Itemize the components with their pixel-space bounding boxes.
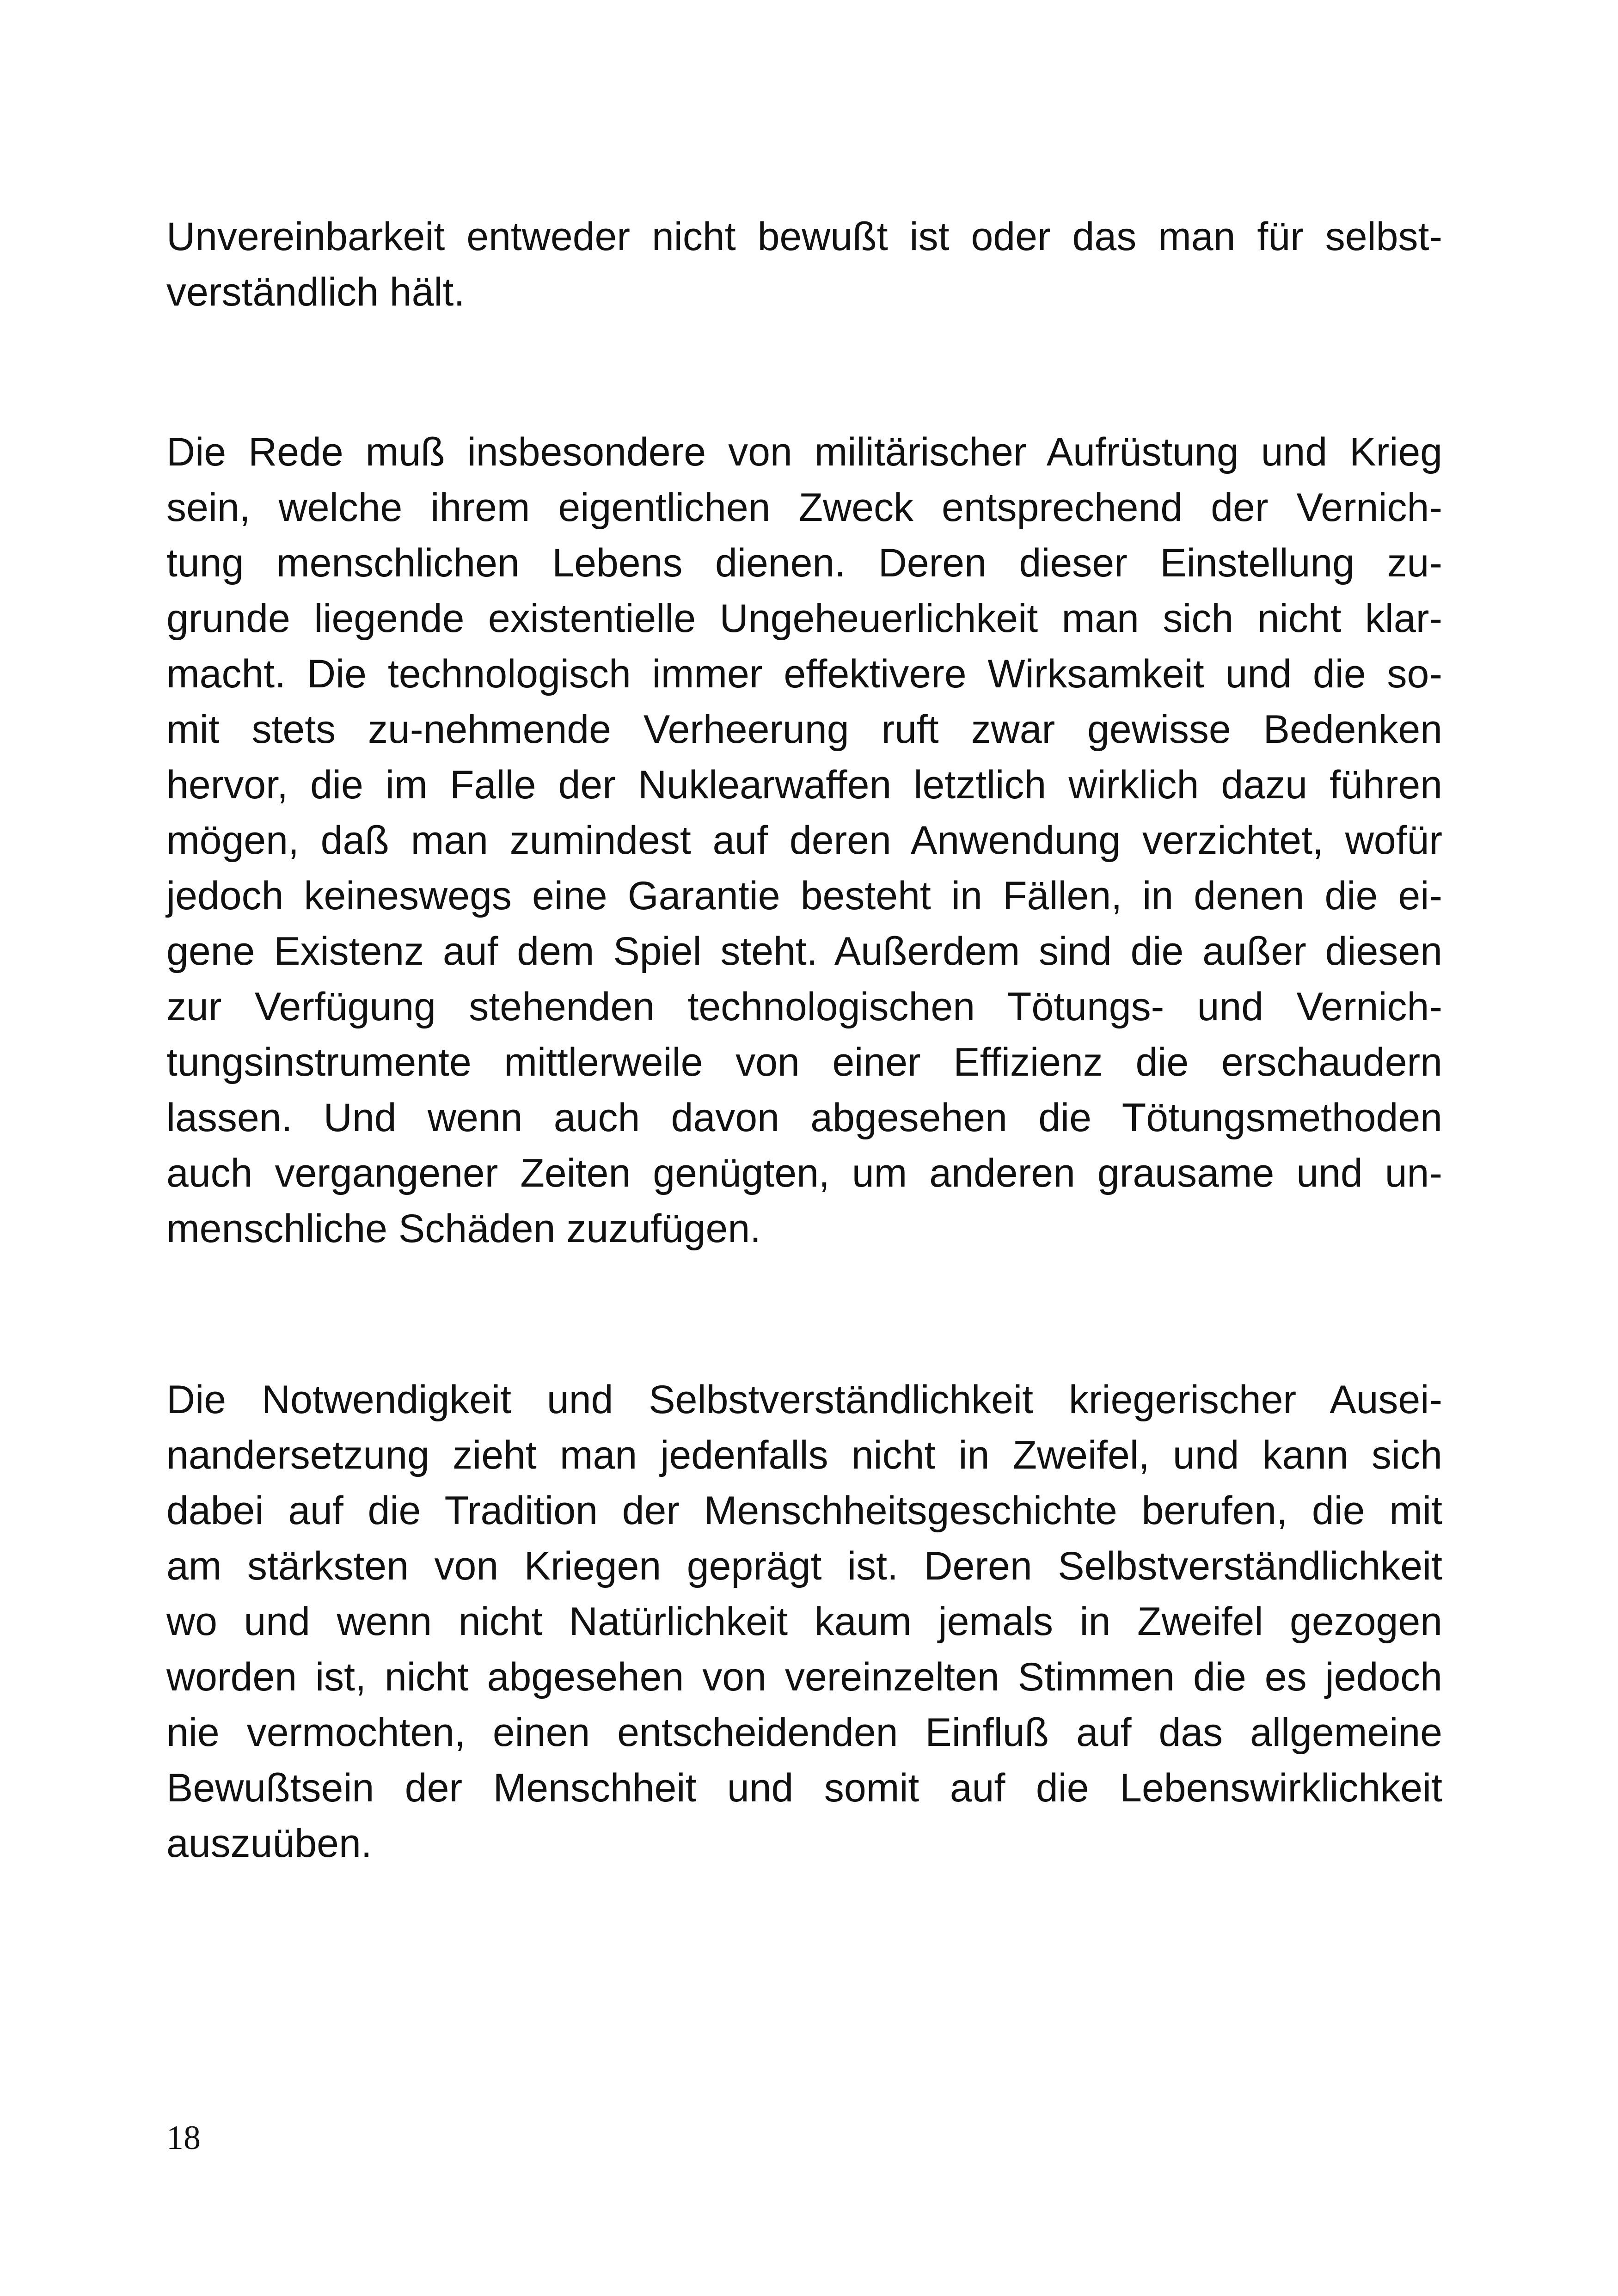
text-line: jedoch keineswegs eine Garantie besteht in Fällen, in denen die ei- [166, 874, 1442, 918]
text-line: tungsinstrumente mittlerweile von einer Effizienz die erschaudern [166, 1040, 1442, 1084]
text-line: verständlich hält. [166, 270, 465, 314]
text-line: hervor, die im Falle der Nuklearwaffen letztlich wirklich dazu führen [166, 763, 1442, 807]
text-line: Die Notwendigkeit und Selbstverständlichkeit kriegerischer Ausei- [166, 1378, 1442, 1422]
page-number: 18 [166, 2119, 201, 2157]
text-line: nandersetzung zieht man jedenfalls nicht in Zweifel, und kann sich [166, 1433, 1442, 1477]
text-line: gene Existenz auf dem Spiel steht. Außerdem sind die außer diesen [166, 929, 1442, 974]
text-line: grunde liegende existentielle Ungeheuerlichkeit man sich nicht klar- [166, 596, 1442, 641]
text-line: Unvereinbarkeit entweder nicht bewußt ist oder das man für selbst- [166, 214, 1442, 259]
text-line: lassen. Und wenn auch davon abgesehen die Tötungsmethoden [166, 1096, 1442, 1140]
text-line: zur Verfügung stehenden technologischen Tötungs- und Vernich- [166, 985, 1442, 1029]
text-line: auszuüben. [166, 1821, 372, 1866]
paragraph-continuation [166, 209, 1442, 320]
text-line: macht. Die technologisch immer effektivere Wirksamkeit und die so- [166, 652, 1442, 696]
text-line: menschliche Schäden zuzufügen. [166, 1206, 761, 1251]
text-line: sein, welche ihrem eigentlichen Zweck entsprechend der Vernich- [166, 485, 1442, 530]
text-line: mit stets zu-nehmende Verheerung ruft zwar gewisse Bedenken [166, 707, 1442, 752]
text-line: dabei auf die Tradition der Menschheitsgeschichte berufen, die mit [166, 1488, 1442, 1533]
text-line: Bewußtsein der Menschheit und somit auf die Lebenswirklichkeit [166, 1766, 1442, 1810]
text-line: wo und wenn nicht Natürlichkeit kaum jemals in Zweifel gezogen [166, 1599, 1442, 1644]
text-line: Die Rede muß insbesondere von militärischer Aufrüstung und Krieg [166, 430, 1442, 474]
text-line: nie vermochten, einen entscheidenden Einfluß auf das allgemeine [166, 1710, 1442, 1755]
paragraph-war-tradition [166, 1372, 1442, 1871]
text-line: mögen, daß man zumindest auf deren Anwendung verzichtet, wofür [166, 818, 1442, 863]
paragraph-military [166, 424, 1442, 1256]
text-line: worden ist, nicht abgesehen von vereinzelten Stimmen die es jedoch [166, 1655, 1442, 1699]
text-line: tung menschlichen Lebens dienen. Deren dieser Einstellung zu- [166, 541, 1442, 585]
text-line: auch vergangener Zeiten genügten, um anderen grausame und un- [166, 1151, 1442, 1195]
text-line: am stärksten von Kriegen geprägt ist. Deren Selbstverständlichkeit [166, 1544, 1442, 1588]
